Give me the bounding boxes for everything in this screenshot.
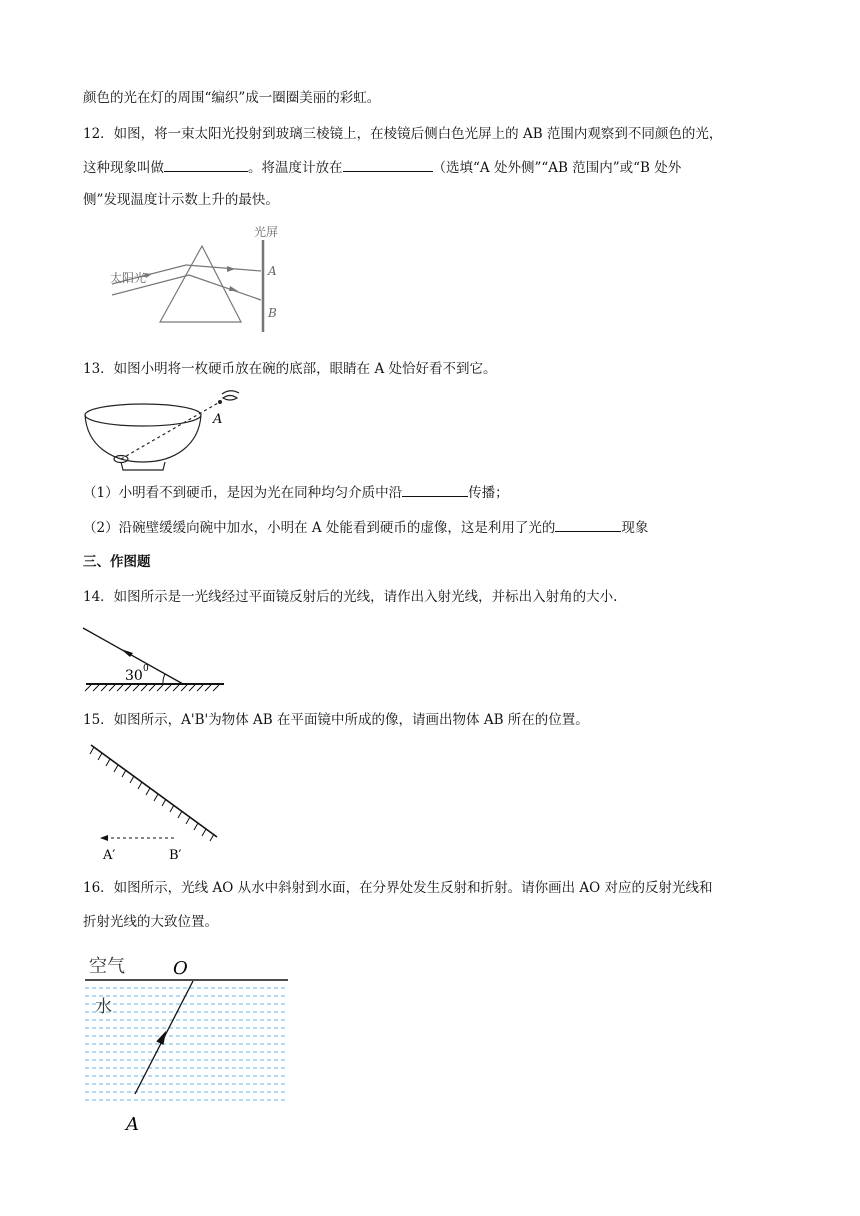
q13-sub1-b: 传播； — [468, 485, 509, 501]
water-pattern — [85, 988, 288, 1100]
label-a: A — [126, 1114, 139, 1135]
q12-line2-c: （选填“A 处外侧”“AB 范围内”或“B 处外 — [432, 160, 682, 176]
mirror-ray-figure — [83, 620, 228, 692]
sun-label: 太阳光 — [110, 271, 147, 285]
image-arrow — [100, 835, 108, 841]
q14-stem: 14．如图所示是一光线经过平面镜反射后的光线，请作出入射光线，并标出入射角的大小. — [83, 589, 618, 605]
section-3-heading: 三、作图题 — [83, 554, 151, 570]
water-label: 水 — [95, 997, 112, 1017]
label-o: O — [173, 958, 188, 979]
label-b-prime: B′ — [169, 848, 182, 863]
arrow-a — [227, 266, 235, 272]
refraction-figure — [83, 950, 293, 1140]
label-b: B — [268, 306, 277, 320]
q12-blank1[interactable] — [164, 157, 248, 172]
label-a: A — [213, 412, 223, 427]
prism-triangle — [160, 246, 241, 322]
q13-blank1[interactable] — [402, 482, 468, 497]
q13-sub2 — [83, 517, 648, 538]
screen-label: 光屏 — [254, 225, 279, 239]
point-a — [218, 400, 222, 404]
q12-blank2[interactable] — [343, 157, 433, 172]
mirror-image-figure — [86, 742, 226, 862]
q13-sub2-a: （2）沿碗壁缓缓向碗中加水，小明在 A 处能看到硬币的虚像，这是利用了光的 — [83, 520, 556, 536]
q12-line2 — [83, 157, 681, 178]
q12-line1: 12．如图，将一束太阳光投射到玻璃三棱镜上，在棱镜后侧白色光屏上的 AB 范围内观察到不同颜色的光， — [83, 126, 723, 142]
q12-line2-a: 这种现象叫做 — [83, 160, 164, 176]
ray-arrow — [121, 649, 133, 657]
label-a-prime: A′ — [103, 848, 116, 863]
angle-degree: 0 — [143, 664, 149, 674]
angle-arc — [163, 674, 165, 684]
intro-tail-text: 颜色的光在灯的周围“编织”成一圈圈美丽的彩虹。 — [83, 90, 381, 106]
eye-brow — [222, 391, 239, 394]
q12-line2-b: 。将温度计放在 — [248, 160, 343, 176]
arrow-b — [229, 286, 238, 291]
q13-sub2-b: 现象 — [621, 520, 649, 536]
refracted-ray-a — [186, 265, 261, 271]
q13-sub1 — [83, 482, 509, 503]
bowl-foot — [121, 462, 165, 470]
prism-figure — [100, 222, 290, 340]
q13-stem: 13．如图小明将一枚硬币放在碗的底部，眼睛在 A 处恰好看不到它。 — [83, 361, 497, 377]
label-a: A — [268, 264, 277, 278]
q13-sub1-a: （1）小明看不到硬币，是因为光在同种均匀介质中沿 — [83, 485, 403, 501]
mirror-hatching-diag — [90, 747, 214, 841]
q16-line2: 折射光线的大致位置。 — [83, 914, 218, 930]
q12-line3: 侧”发现温度计示数上升的最快。 — [83, 192, 279, 208]
mirror-hatching — [85, 685, 219, 691]
bowl-figure — [83, 390, 253, 474]
refracted-ray-b — [189, 275, 261, 300]
air-label: 空气 — [89, 956, 125, 977]
q13-blank2[interactable] — [555, 517, 621, 532]
q16-line1: 16．如图所示，光线 AO 从水中斜射到水面，在分界处发生反射和折射。请你画出 AO 对应的反射光线和 — [83, 880, 713, 896]
q15-stem: 15．如图所示，A'B'为物体 AB 在平面镜中所成的像，请画出物体 AB 所在的位置。 — [83, 712, 589, 728]
eye-icon — [223, 396, 237, 401]
sight-line — [121, 403, 218, 459]
bowl-body — [85, 415, 201, 462]
angle-value: 30 — [125, 668, 143, 684]
